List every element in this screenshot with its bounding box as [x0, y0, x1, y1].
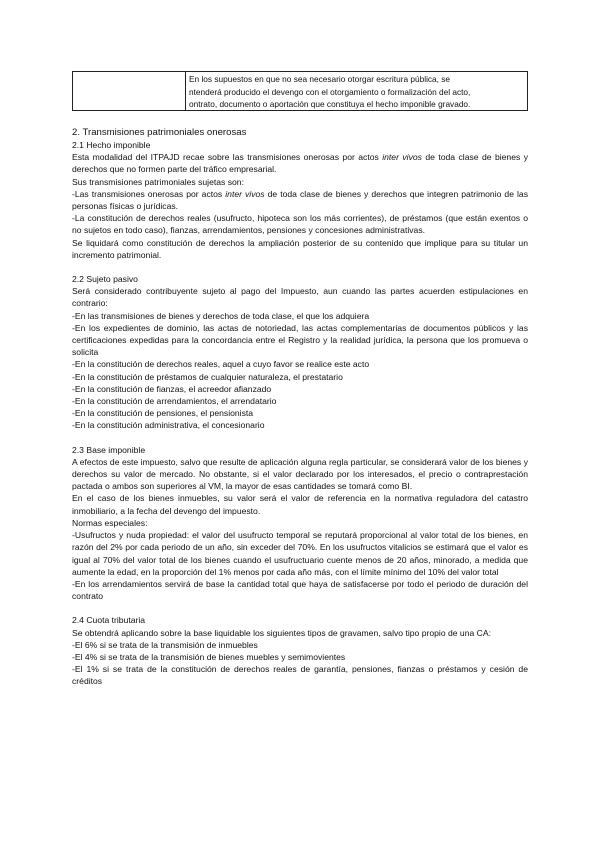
- list-item: -En la constitución de arrendamientos, el arrendatario: [72, 396, 277, 407]
- list-item: -En la constitución de préstamos de cualquier naturaleza, el prestatario: [72, 371, 343, 382]
- list-item: -El 1% si se trata de la constitución de derechos reales de garantía, pensiones, fianzas o préstamos y cesión de créditos: [72, 664, 528, 687]
- paragraph: Se liquidará como constitución de derechos la ampliación posterior de su contenido que implique para su titular un incremento patrimonial.: [72, 237, 528, 260]
- paragraph: Normas especiales:: [72, 517, 148, 528]
- paragraph: Será considerado contribuyente sujeto al pago del Impuesto, aun cuando las partes acuerden estipulaciones en contrario:: [72, 286, 528, 309]
- paragraph: En el caso de los bienes inmuebles, su valor será el valor de referencia en la normativa reguladora del catastro inmobiliario, a la fecha del devengo del impuesto.: [72, 493, 528, 516]
- list-item: -En las transmisiones de bienes y derechos de toda clase, el que los adquiera: [72, 310, 370, 321]
- paragraph: Sus transmisiones patrimoniales sujetas son:: [72, 176, 244, 187]
- table-cell-text: [186, 72, 527, 110]
- paragraph: -La constitución de derechos reales (usufructo, hipoteca son los más corrientes), de préstamos (que están exentos o no sujetos en todo caso), fianzas, arrendamientos, pensiones y concesiones administrativas.: [72, 213, 528, 236]
- subsection-heading: 2.3 Base imponible: [72, 444, 146, 455]
- paragraph: Esta modalidad del ITPAJD recae sobre las transmisiones onerosas por actos inter vivos de toda clase de bienes y derechos que no formen parte del tráfico empresarial.: [72, 152, 528, 175]
- paragraph: A efectos de este impuesto, salvo que resulte de aplicación alguna regla particular, se considerará valor de los bienes y derechos su valor de mercado. No obstante, si el valor declarado por los interesados, el precio o contraprestación pactada o ambos son superiores al VM, la mayor de esas cantidades se tomará como BI.: [72, 456, 528, 492]
- paragraph: -Usufructos y nuda propiedad: el valor del usufructo temporal se reputará proporcional al valor total de los bienes, en razón del 2% por cada periodo de un año, sin exceder del 70%. En los usufructos vitalicios se estimará que el valor es igual al 70% del valor total de los bienes cuando el usufructuario cuente menos de 20 años, minorado, a medida que aumente la edad, en la proporción del 1% menos por cada año más, con el límite mínimo del 10% del valor total: [72, 530, 528, 577]
- continuation-table: [72, 71, 528, 111]
- list-item: -En la constitución de derechos reales, aquel a cuyo favor se realice este acto: [72, 359, 370, 370]
- subsection-heading: 2.4 Cuota tributaria: [72, 615, 146, 626]
- list-item: -El 6% si se trata de la transmisión de inmuebles: [72, 639, 258, 650]
- list-item: -En los expedientes de dominio, las actas de notoriedad, las actas complementarias de documentos públicos y las certificaciones expedidas para la concordancia entre el Registro y la realidad jurídica, la persona que los promueva o solicita: [72, 322, 528, 358]
- subsection-heading: 2.2 Sujeto pasivo: [72, 274, 138, 285]
- list-item: -En la constitución de pensiones, el pensionista: [72, 408, 254, 419]
- table-line: ontrato, documento o aportación que constituya el hecho imponible gravado.: [189, 99, 471, 109]
- paragraph: -Las transmisiones onerosas por actos inter vivos de toda clase de bienes y derechos que integren patrimonio de las personas físicas o jurídicas.: [72, 188, 529, 212]
- subsection-heading: 2.1 Hecho imponible: [72, 140, 151, 150]
- list-item: -El 4% si se trata de la transmisión de bienes muebles y semimovientes: [72, 651, 346, 662]
- paragraph: Se obtendrá aplicando sobre la base liquidable los siguientes tipos de gravamen, salvo tipo propio de una CA:: [72, 627, 491, 638]
- list-item: -En la constitución de fianzas, el acreedor afianzado: [72, 383, 272, 394]
- document-body: [72, 126, 528, 688]
- table-line: En los supuestos en que no sea necesario otorgar escritura pública, se: [189, 74, 451, 84]
- list-item: -En la constitución administrativa, el concesionario: [72, 420, 265, 431]
- section-heading: 2. Transmisiones patrimoniales onerosas: [72, 127, 247, 138]
- table-cell-empty: [73, 72, 186, 110]
- table-line: ntenderá producido el devengo con el otorgamiento o formalización del acto,: [189, 86, 471, 97]
- paragraph: -En los arrendamientos servirá de base la cantidad total que haya de satisfacerse por todo el periodo de duración del contrato: [72, 578, 528, 602]
